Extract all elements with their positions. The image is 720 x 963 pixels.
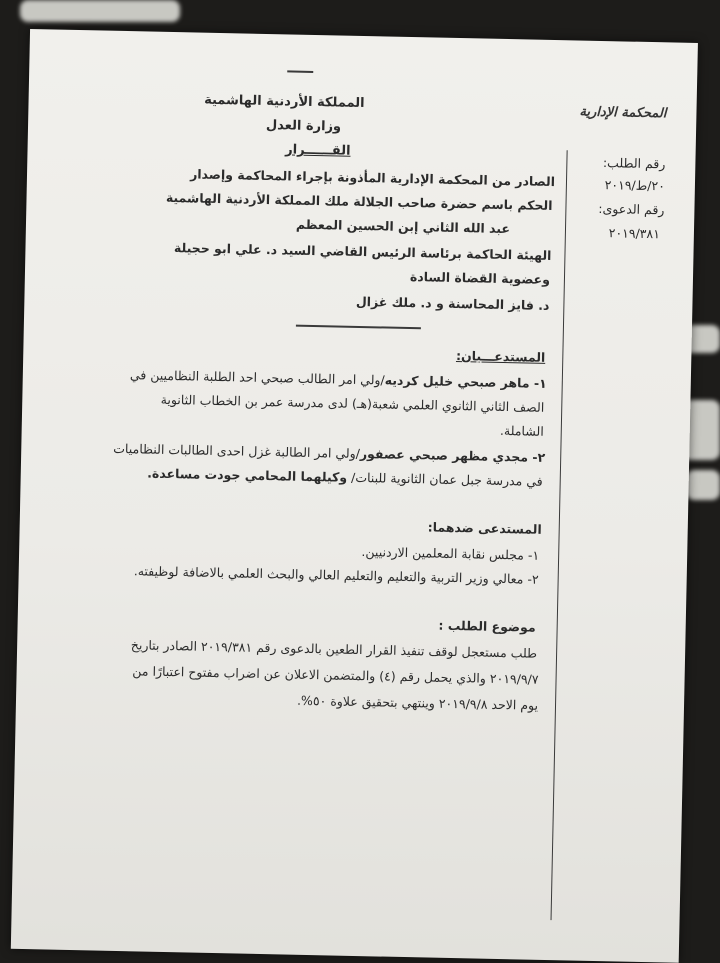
- petitioner-1-line-1: [130, 367, 547, 391]
- respondent-1: ١- مجلس نقابة المعلمين الاردنيين.: [361, 544, 540, 563]
- preamble-line-3: عبد الله الثاني إبن الحسين المعظم: [295, 216, 511, 237]
- top-dash: [287, 70, 313, 73]
- petitioner-2-line-1: [113, 441, 545, 465]
- petitioner-1-description: /ولي امر الطالب صبحي احد الطلبة النظاميين في: [129, 367, 385, 388]
- subject-heading: موضوع الطلب :: [438, 617, 536, 635]
- petitioner-1-line-2: الصف الثاني الثانوي العلمي شعبة(هـ) لدى مدرسة عمر بن الخطاب الثانوية: [160, 391, 545, 415]
- respondents-heading: المستدعى ضدهما:: [427, 519, 542, 537]
- case-no-label: رقم الدعوى:: [598, 200, 665, 218]
- court-logo: المحكمة الإدارية: [579, 104, 667, 122]
- subject-line-1: طلب مستعجل لوقف تنفيذ القرار الطعين بالدعوى رقم ٢٠١٩/٣٨١ الصادر بتاريخ: [130, 637, 538, 661]
- background-light-top: [20, 0, 180, 22]
- request-no-value: ٢٠/ط/٢٠١٩: [604, 177, 666, 194]
- petitioners-heading: المستدعـــيان:: [455, 348, 546, 365]
- petitioner-2-line-2: [147, 466, 543, 489]
- preamble-line-2: الحكم باسم حضرة صاحب الجلالة ملك المملكة الأردنية الهاشمية: [165, 189, 553, 213]
- panel-line-1: الهيئة الحاكمة برئاسة الرئيس القاضي السيد د. علي ابو حجيلة: [173, 240, 552, 263]
- petitioner-2-name: ٢- مجدي مظهر صبحي عصفور: [359, 446, 546, 465]
- request-no-label: رقم الطلب:: [602, 155, 666, 172]
- section-divider: [296, 325, 421, 329]
- panel-line-3: د. فايز المحاسنة و د. ملك غزال: [355, 293, 550, 313]
- kingdom-heading: المملكة الأردنية الهاشمية: [204, 92, 365, 112]
- petitioner-2-school: في مدرسة جبل عمان الثانوية للبنات/: [346, 469, 543, 489]
- ministry-heading: وزارة العدل: [265, 117, 342, 135]
- petitioner-1-name: ١- ماهر صبحي خليل كرديه: [384, 372, 547, 391]
- panel-line-2: وعضوية القضاة السادة: [409, 269, 551, 287]
- subject-line-2: ٢٠١٩/٩/٧ والذي يحمل رقم (٤) والمتضمن الاعلان عن اضراب مفتوح اعتبارًا من: [132, 663, 539, 687]
- document-page: [11, 29, 698, 963]
- petitioners-lawyer: وكيلهما المحامي جودت مساعدة.: [147, 465, 348, 485]
- decision-title: القــــــرار: [285, 142, 351, 159]
- subject-line-3: يوم الاحد ٢٠١٩/٩/٨ وينتهي بتحقيق علاوة ٥٠%.: [296, 692, 539, 713]
- petitioner-1-line-3: الشاملة.: [499, 422, 544, 439]
- petitioner-2-description: /ولي امر الطالبة غزل احدى الطالبات النظاميات: [113, 440, 361, 462]
- case-no-value: ٢٠١٩/٣٨١: [608, 225, 661, 242]
- column-separator: [550, 150, 567, 920]
- respondent-2: ٢- معالي وزير التربية والتعليم والتعليم العالي والبحث العلمي بالاضافة لوظيفته.: [133, 563, 539, 587]
- preamble-line-1: الصادر من المحكمة الإدارية المأذونة بإجراء المحاكمة وإصدار: [190, 166, 556, 190]
- background-light-right-3: [686, 470, 720, 500]
